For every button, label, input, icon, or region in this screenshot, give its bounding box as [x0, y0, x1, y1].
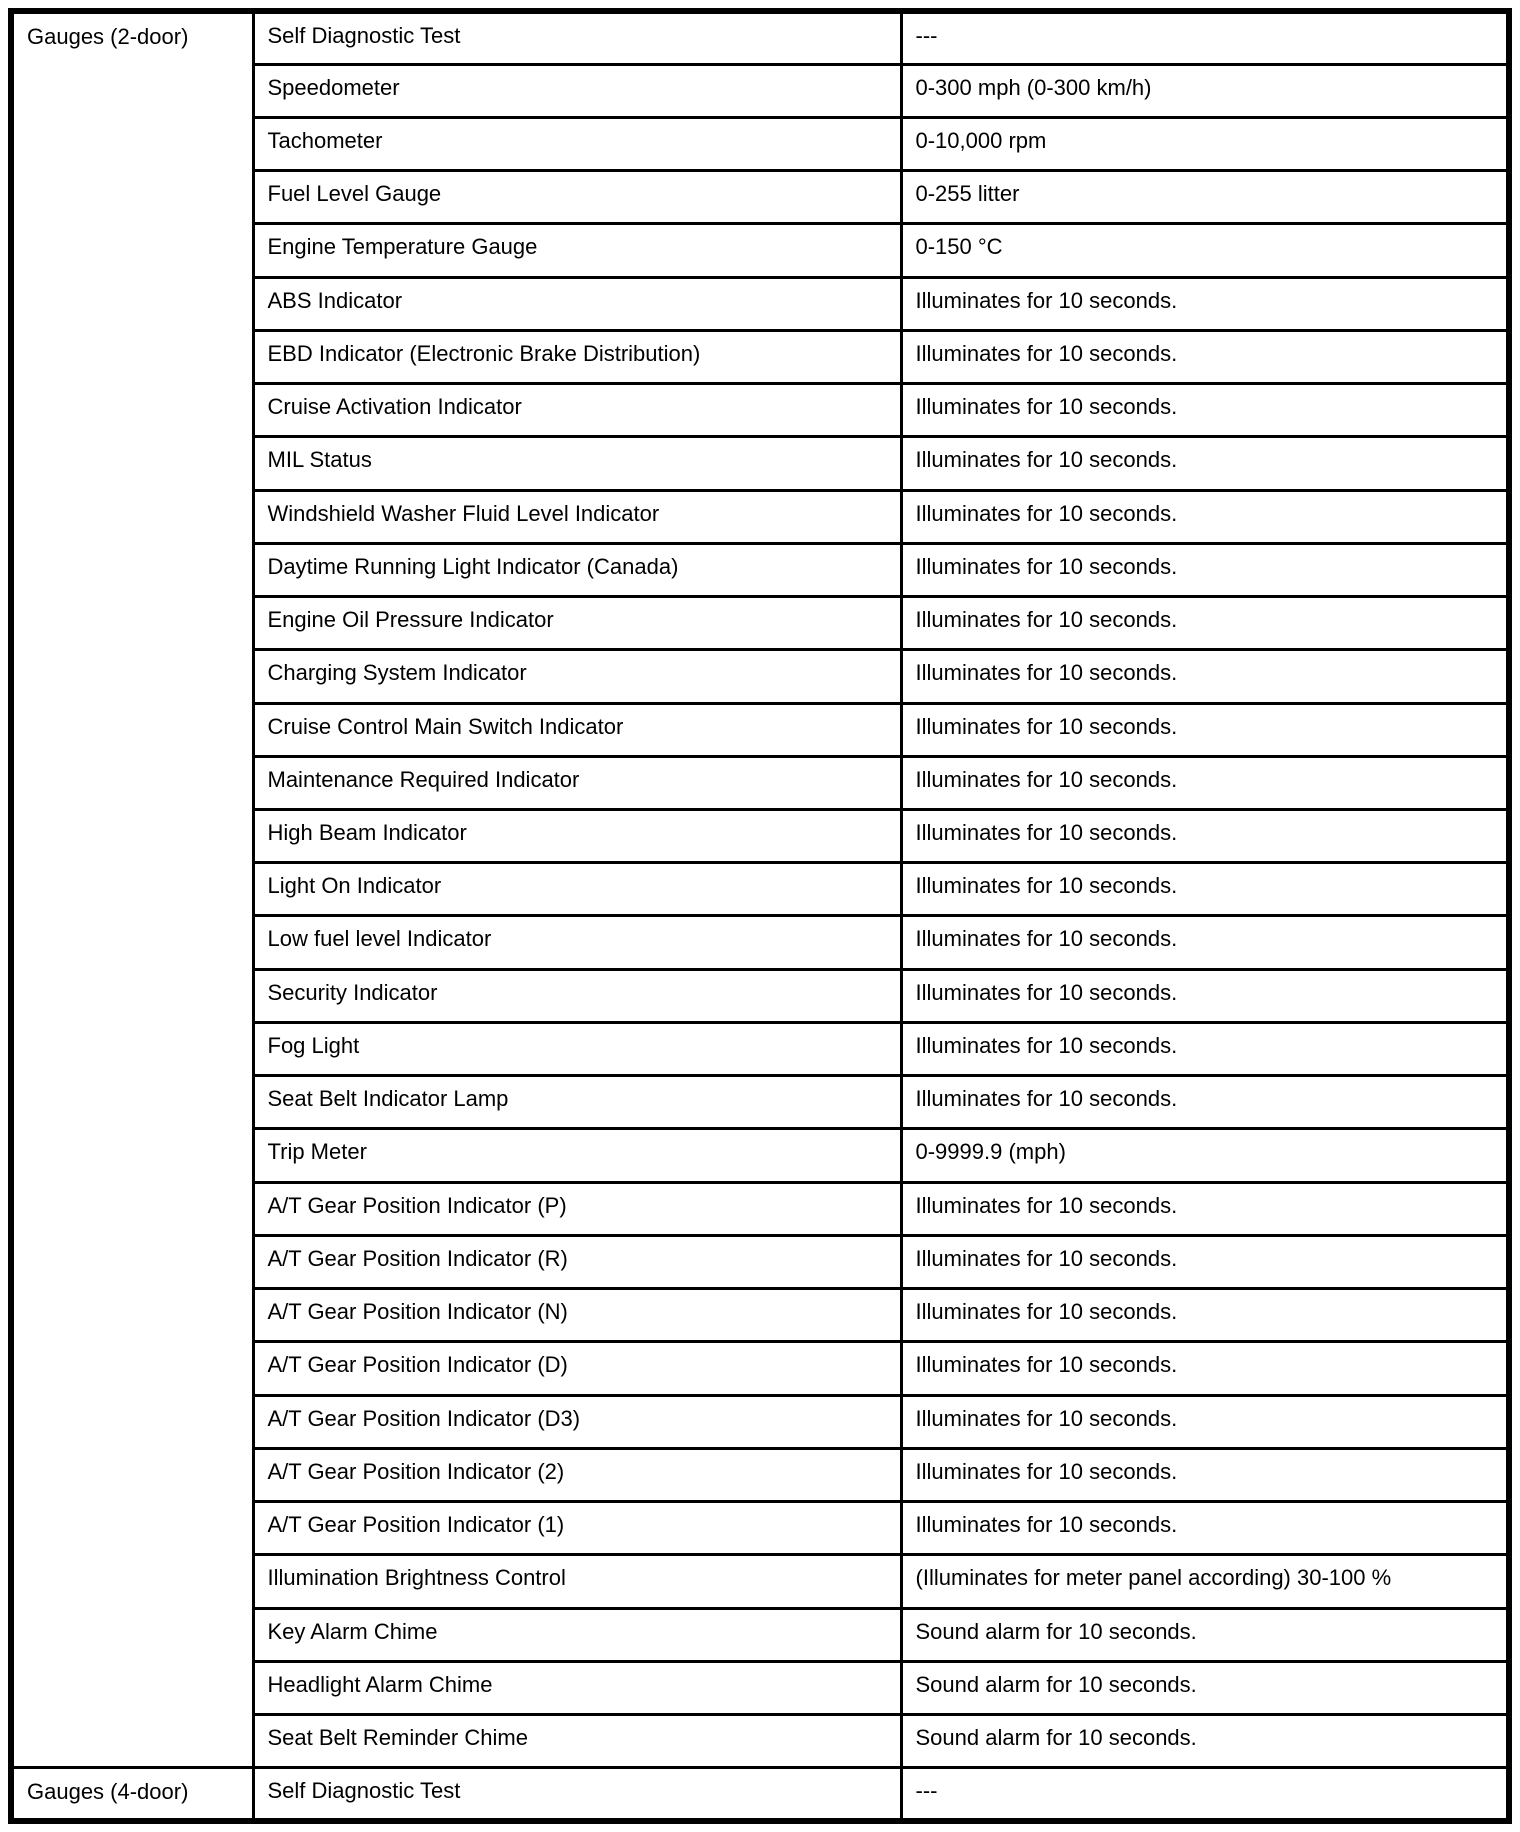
result-cell: Illuminates for 10 seconds.	[901, 384, 1509, 437]
test-name-cell: Fuel Level Gauge	[253, 171, 901, 224]
test-name-cell: High Beam Indicator	[253, 810, 901, 863]
result-cell: Illuminates for 10 seconds.	[901, 1235, 1509, 1288]
test-name-cell: Engine Oil Pressure Indicator	[253, 597, 901, 650]
test-name-cell: Self Diagnostic Test	[253, 1768, 901, 1821]
test-name-cell: A/T Gear Position Indicator (2)	[253, 1448, 901, 1501]
test-name-cell: A/T Gear Position Indicator (1)	[253, 1502, 901, 1555]
test-name-cell: A/T Gear Position Indicator (P)	[253, 1182, 901, 1235]
result-cell: Illuminates for 10 seconds.	[901, 1182, 1509, 1235]
table-row	[11, 11, 1509, 64]
test-name-cell: Seat Belt Reminder Chime	[253, 1715, 901, 1768]
table-row	[11, 1768, 1509, 1821]
result-cell: 0-9999.9 (mph)	[901, 1129, 1509, 1182]
result-cell: Illuminates for 10 seconds.	[901, 543, 1509, 596]
result-cell: Illuminates for 10 seconds.	[901, 756, 1509, 809]
result-cell: Sound alarm for 10 seconds.	[901, 1715, 1509, 1768]
result-cell: Illuminates for 10 seconds.	[901, 703, 1509, 756]
result-cell: Illuminates for 10 seconds.	[901, 1022, 1509, 1075]
test-name-cell: Illumination Brightness Control	[253, 1555, 901, 1608]
group-label-cell: Gauges (4-door)	[11, 1768, 253, 1821]
test-name-cell: A/T Gear Position Indicator (D3)	[253, 1395, 901, 1448]
result-cell: Illuminates for 10 seconds.	[901, 969, 1509, 1022]
test-name-cell: Seat Belt Indicator Lamp	[253, 1076, 901, 1129]
result-cell: Sound alarm for 10 seconds.	[901, 1608, 1509, 1661]
diagnostic-table	[8, 8, 1512, 1824]
result-cell: Illuminates for 10 seconds.	[901, 597, 1509, 650]
test-name-cell: Trip Meter	[253, 1129, 901, 1182]
test-name-cell: EBD Indicator (Electronic Brake Distribution)	[253, 330, 901, 383]
test-name-cell: Low fuel level Indicator	[253, 916, 901, 969]
test-name-cell: Engine Temperature Gauge	[253, 224, 901, 277]
result-cell: ---	[901, 11, 1509, 64]
result-cell: Illuminates for 10 seconds.	[901, 330, 1509, 383]
result-cell: Illuminates for 10 seconds.	[901, 277, 1509, 330]
test-name-cell: Windshield Washer Fluid Level Indicator	[253, 490, 901, 543]
result-cell: ---	[901, 1768, 1509, 1821]
result-cell: Illuminates for 10 seconds.	[901, 1395, 1509, 1448]
test-name-cell: Self Diagnostic Test	[253, 11, 901, 64]
result-cell: Sound alarm for 10 seconds.	[901, 1661, 1509, 1714]
test-name-cell: Headlight Alarm Chime	[253, 1661, 901, 1714]
result-cell: Illuminates for 10 seconds.	[901, 810, 1509, 863]
test-name-cell: Fog Light	[253, 1022, 901, 1075]
test-name-cell: A/T Gear Position Indicator (R)	[253, 1235, 901, 1288]
group-label-cell: Gauges (2-door)	[11, 11, 253, 1768]
result-cell: Illuminates for 10 seconds.	[901, 1448, 1509, 1501]
test-name-cell: A/T Gear Position Indicator (N)	[253, 1289, 901, 1342]
test-name-cell: Security Indicator	[253, 969, 901, 1022]
test-name-cell: Key Alarm Chime	[253, 1608, 901, 1661]
test-name-cell: Cruise Activation Indicator	[253, 384, 901, 437]
result-cell: Illuminates for 10 seconds.	[901, 437, 1509, 490]
result-cell: Illuminates for 10 seconds.	[901, 650, 1509, 703]
result-cell: 0-300 mph (0-300 km/h)	[901, 64, 1509, 117]
test-name-cell: Maintenance Required Indicator	[253, 756, 901, 809]
test-name-cell: Daytime Running Light Indicator (Canada)	[253, 543, 901, 596]
result-cell: 0-10,000 rpm	[901, 117, 1509, 170]
result-cell: Illuminates for 10 seconds.	[901, 490, 1509, 543]
test-name-cell: Tachometer	[253, 117, 901, 170]
result-cell: Illuminates for 10 seconds.	[901, 1076, 1509, 1129]
result-cell: Illuminates for 10 seconds.	[901, 863, 1509, 916]
test-name-cell: A/T Gear Position Indicator (D)	[253, 1342, 901, 1395]
result-cell: Illuminates for 10 seconds.	[901, 1289, 1509, 1342]
test-name-cell: Light On Indicator	[253, 863, 901, 916]
result-cell: Illuminates for 10 seconds.	[901, 916, 1509, 969]
test-name-cell: Cruise Control Main Switch Indicator	[253, 703, 901, 756]
test-name-cell: ABS Indicator	[253, 277, 901, 330]
test-name-cell: Speedometer	[253, 64, 901, 117]
result-cell: Illuminates for 10 seconds.	[901, 1502, 1509, 1555]
result-cell: (Illuminates for meter panel according) 30-100 %	[901, 1555, 1509, 1608]
test-name-cell: MIL Status	[253, 437, 901, 490]
result-cell: 0-255 litter	[901, 171, 1509, 224]
table-body	[11, 11, 1509, 1821]
test-name-cell: Charging System Indicator	[253, 650, 901, 703]
result-cell: 0-150 °C	[901, 224, 1509, 277]
result-cell: Illuminates for 10 seconds.	[901, 1342, 1509, 1395]
